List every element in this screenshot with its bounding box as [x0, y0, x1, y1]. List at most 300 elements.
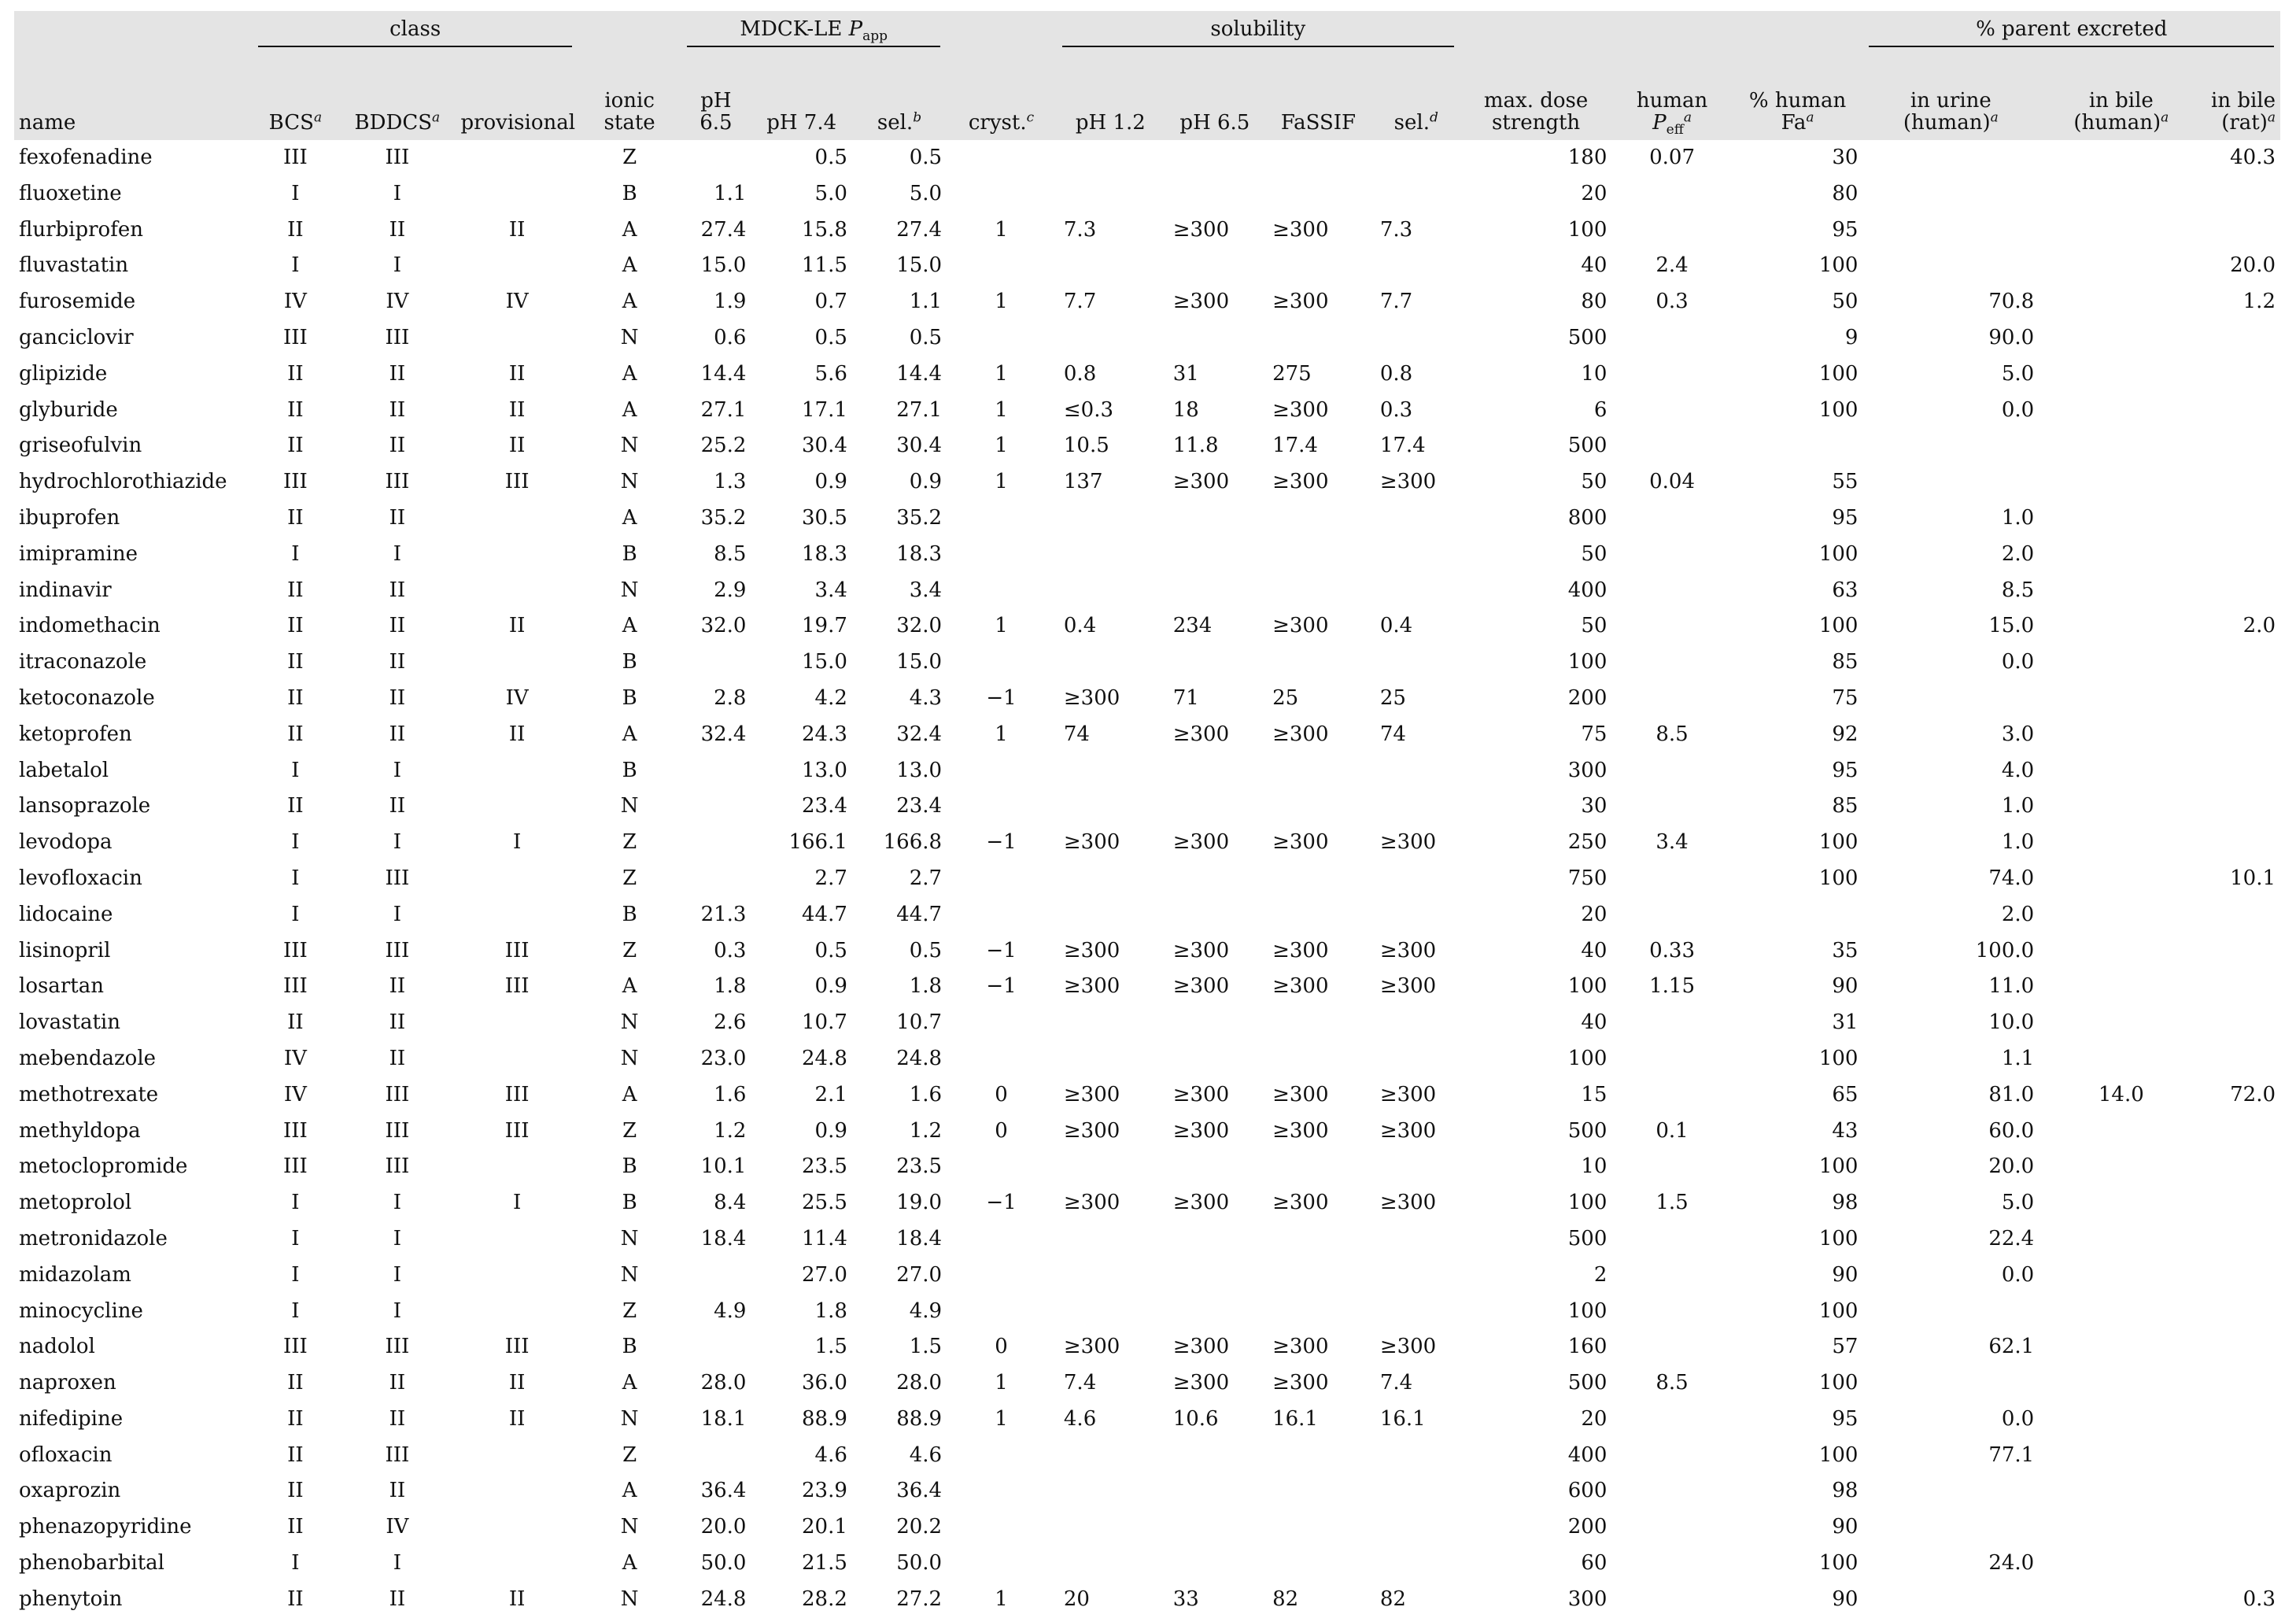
- cell-bcs: IV: [283, 290, 307, 314]
- cell-bcs: II: [287, 578, 304, 602]
- cell-bcs: I: [291, 902, 300, 926]
- cell-sol-sel: [1372, 573, 1460, 609]
- cell-max-dose: 750: [1567, 866, 1608, 890]
- cell-mdck-ph65: 35.2: [700, 505, 747, 530]
- cell-urine-human: 1.1: [2001, 1046, 2035, 1070]
- cell-mdck-sel: 19.0: [896, 1191, 943, 1215]
- cell-mdck-ph65: 1.3: [714, 470, 747, 494]
- cell-human-peff: [1611, 320, 1732, 356]
- cell-ionic-state: Z: [622, 146, 637, 169]
- cell-sol-ph12: ≥300: [1063, 1082, 1120, 1106]
- cell-sol-fassif: [1264, 1473, 1372, 1509]
- cell-bile-rat: [2203, 428, 2280, 464]
- cell-cryst: [947, 1005, 1056, 1041]
- cell-sol-sel: [1372, 320, 1460, 356]
- cell-ionic-state: N: [620, 470, 639, 494]
- cell-ionic-state: B: [622, 1191, 637, 1215]
- cell-sol-ph65: ≥300: [1172, 1335, 1230, 1359]
- cell-human-peff: 1.5: [1656, 1191, 1689, 1215]
- cell-cryst: [947, 176, 1056, 212]
- cell-bile-human: [2039, 1258, 2203, 1294]
- cell-mdck-sel: 166.8: [883, 830, 943, 855]
- col-cryst-label: cryst.: [968, 111, 1027, 135]
- cell-human-fa: 95: [1832, 758, 1859, 782]
- cell-human-fa: 98: [1832, 1191, 1859, 1215]
- cell-provisional: [456, 1546, 578, 1582]
- cell-human-peff: 0.33: [1649, 938, 1695, 962]
- cell-bile-rat: [2203, 1402, 2280, 1438]
- cell-bddcs: II: [389, 505, 406, 530]
- cell-provisional: [456, 1005, 578, 1041]
- table-row: [14, 861, 2280, 897]
- cell-sol-fassif: ≥300: [1272, 397, 1329, 422]
- col-bileh-line1: in bile: [2088, 89, 2154, 113]
- cell-ionic-state: A: [622, 1371, 637, 1395]
- cell-provisional: [456, 789, 578, 825]
- cell-sol-fassif: [1264, 1005, 1372, 1041]
- cell-bddcs: I: [393, 830, 401, 855]
- cell-ionic-state: A: [622, 217, 637, 242]
- mdck-group-header: [681, 11, 947, 47]
- cell-mdck-sel: 27.1: [896, 397, 943, 422]
- cell-human-fa: 100: [1818, 361, 1859, 386]
- cell-bddcs: IV: [386, 1515, 409, 1539]
- cell-sol-ph12: ≥300: [1063, 938, 1120, 962]
- cell-provisional: IV: [505, 685, 529, 710]
- cell-mdck-ph74: 20.1: [802, 1515, 847, 1539]
- cell-mdck-ph65: 2.6: [714, 1010, 747, 1035]
- cell-mdck-ph65: 8.5: [714, 541, 747, 566]
- cell-name: indomethacin: [19, 614, 161, 638]
- cell-mdck-ph65: 32.4: [700, 722, 747, 746]
- cell-sol-ph12: ≥300: [1063, 974, 1120, 999]
- cell-bcs: I: [291, 1298, 300, 1323]
- cell-bcs: II: [287, 1010, 304, 1035]
- cell-sol-fassif: ≥300: [1272, 974, 1329, 999]
- cell-bile-rat: [2203, 464, 2280, 501]
- cell-mdck-ph74: 0.5: [814, 325, 847, 349]
- cell-cryst: 1: [995, 217, 1008, 242]
- cell-urine-human: [1862, 140, 2039, 176]
- cell-sol-fassif: [1264, 176, 1372, 212]
- col-fassif-label: FaSSIF: [1280, 111, 1357, 135]
- cell-bile-human: [2039, 537, 2203, 573]
- class-group-label: class: [389, 17, 441, 41]
- cell-max-dose: 500: [1567, 1118, 1608, 1143]
- cell-sol-sel: [1372, 645, 1460, 681]
- cell-bile-human: [2039, 933, 2203, 970]
- cell-sol-fassif: [1264, 140, 1372, 176]
- cell-name: glipizide: [19, 361, 108, 386]
- cell-sol-ph12: [1056, 753, 1165, 789]
- cell-name: phenobarbital: [19, 1551, 164, 1576]
- cell-max-dose: 20: [1581, 1406, 1608, 1431]
- table-row: [14, 1005, 2280, 1041]
- cell-sol-sel: 82: [1379, 1587, 1406, 1611]
- cell-ionic-state: B: [622, 1335, 637, 1359]
- cell-mdck-ph65: 1.9: [714, 290, 747, 314]
- col-urine-line2: (human): [1903, 111, 1991, 135]
- cell-bile-human: [2039, 753, 2203, 789]
- cell-human-fa: 63: [1832, 578, 1859, 602]
- cell-bddcs: I: [393, 1551, 401, 1576]
- cell-provisional: [456, 248, 578, 284]
- cell-urine-human: 0.0: [2001, 1406, 2035, 1431]
- cell-sol-ph12: ≥300: [1063, 1191, 1120, 1215]
- excreted-group-header: [1862, 11, 2280, 47]
- cell-mdck-ph74: 11.4: [802, 1226, 847, 1250]
- cell-human-fa: 43: [1832, 1118, 1859, 1143]
- cell-ionic-state: A: [622, 1082, 637, 1106]
- col-bddcs: [338, 47, 456, 140]
- cell-bile-human: [2039, 1149, 2203, 1185]
- cell-mdck-ph65: [681, 861, 751, 897]
- cell-bddcs: I: [393, 1298, 401, 1323]
- cell-human-peff: [1611, 1509, 1732, 1546]
- cell-mdck-ph74: 2.1: [814, 1082, 847, 1106]
- col-bcs-label: BCS: [268, 111, 314, 135]
- cell-provisional: [456, 140, 578, 176]
- table-row: [14, 645, 2280, 681]
- cell-human-peff: [1611, 1077, 1732, 1114]
- cell-cryst: [947, 320, 1056, 356]
- footnote-mark: c: [1026, 109, 1035, 126]
- cell-cryst: 1: [995, 434, 1008, 458]
- cell-mdck-ph74: 4.2: [814, 685, 847, 710]
- col-human-fa: [1733, 47, 1863, 140]
- cell-bile-rat: [2203, 1041, 2280, 1077]
- cell-bcs: III: [282, 325, 308, 349]
- cell-mdck-ph74: 3.4: [814, 578, 847, 602]
- cell-mdck-ph74: 1.5: [814, 1335, 847, 1359]
- cell-name: ibuprofen: [19, 505, 120, 530]
- cell-bile-human: [2039, 1365, 2203, 1402]
- cell-max-dose: 10: [1581, 361, 1608, 386]
- cell-mdck-ph74: 11.5: [802, 253, 847, 278]
- cell-mdck-ph74: 0.5: [814, 146, 847, 169]
- cell-bddcs: III: [385, 146, 410, 169]
- cell-bddcs: III: [385, 1443, 410, 1467]
- cell-bcs: I: [291, 866, 300, 890]
- cell-bile-human: [2039, 501, 2203, 537]
- cell-bile-human: [2039, 356, 2203, 393]
- cell-sol-sel: ≥300: [1379, 1191, 1437, 1215]
- cell-name: labetalol: [19, 758, 109, 782]
- cell-max-dose: 15: [1581, 1082, 1608, 1106]
- cell-sol-ph65: [1165, 645, 1264, 681]
- cell-mdck-sel: 36.4: [896, 1479, 943, 1503]
- cell-sol-ph65: ≥300: [1172, 974, 1230, 999]
- cell-name: lovastatin: [19, 1010, 120, 1035]
- cell-mdck-ph74: 36.0: [802, 1371, 847, 1395]
- cell-human-peff: [1611, 176, 1732, 212]
- cell-human-peff: 2.4: [1656, 253, 1689, 278]
- cell-name: minocycline: [19, 1298, 143, 1323]
- cell-human-fa: [1733, 428, 1863, 464]
- cell-bcs: II: [287, 794, 304, 818]
- col-name: [14, 47, 252, 140]
- cell-mdck-sel: 23.5: [896, 1154, 943, 1179]
- cell-mdck-sel: 27.0: [896, 1262, 943, 1287]
- cell-bile-rat: 20.0: [2230, 253, 2276, 278]
- cell-cryst: 1: [995, 470, 1008, 494]
- table-row: [14, 1221, 2280, 1258]
- cell-human-fa: 75: [1832, 685, 1859, 710]
- cell-sol-sel: [1372, 1005, 1460, 1041]
- cell-cryst: [947, 1473, 1056, 1509]
- cell-provisional: III: [504, 938, 530, 962]
- cell-mdck-ph74: 0.9: [814, 470, 847, 494]
- cell-bcs: I: [291, 1551, 300, 1576]
- cell-max-dose: 6: [1593, 397, 1608, 422]
- cell-cryst: [947, 1438, 1056, 1474]
- cell-provisional: [456, 537, 578, 573]
- cell-mdck-ph74: 15.8: [802, 217, 847, 242]
- cell-bile-rat: [2203, 717, 2280, 753]
- cell-sol-sel: 0.8: [1379, 361, 1413, 386]
- cell-mdck-sel: 10.7: [896, 1010, 943, 1035]
- cell-sol-sel: [1372, 248, 1460, 284]
- cell-urine-human: 70.8: [1988, 290, 2035, 314]
- cell-cryst: 1: [995, 1587, 1008, 1611]
- cell-name: methotrexate: [19, 1082, 159, 1106]
- table-row: [14, 825, 2280, 861]
- cell-sol-sel: 0.4: [1379, 614, 1413, 638]
- cell-cryst: [947, 861, 1056, 897]
- cell-ionic-state: Z: [622, 1118, 637, 1143]
- col-peff-p-symbol: P: [1652, 111, 1667, 135]
- cell-sol-ph65: [1165, 573, 1264, 609]
- cell-bile-rat: [2203, 1438, 2280, 1474]
- cell-mdck-ph74: 13.0: [802, 758, 847, 782]
- cell-mdck-sel: 5.0: [909, 181, 943, 205]
- footnote-mark: b: [913, 109, 922, 126]
- cell-mdck-sel: 4.3: [909, 685, 943, 710]
- table-row: [14, 1258, 2280, 1294]
- cell-bile-human: [2039, 1114, 2203, 1150]
- cell-mdck-sel: 15.0: [896, 253, 943, 278]
- col-urine-line1: in urine: [1910, 89, 1991, 113]
- cell-sol-sel: [1372, 789, 1460, 825]
- cell-bddcs: I: [393, 181, 401, 205]
- cell-sol-ph65: [1165, 1149, 1264, 1185]
- cell-urine-human: 0.0: [2001, 650, 2035, 674]
- cell-max-dose: 100: [1567, 650, 1608, 674]
- cell-ionic-state: B: [622, 1154, 637, 1179]
- table-row: [14, 537, 2280, 573]
- cell-max-dose: 30: [1581, 794, 1608, 818]
- cell-sol-fassif: ≥300: [1272, 1335, 1329, 1359]
- cell-sol-ph65: ≥300: [1172, 290, 1230, 314]
- cell-mdck-sel: 30.4: [896, 434, 943, 458]
- cell-sol-ph65: [1165, 1438, 1264, 1474]
- cell-bile-human: [2039, 320, 2203, 356]
- cell-sol-ph12: ≥300: [1063, 830, 1120, 855]
- cell-mdck-ph74: 10.7: [802, 1010, 847, 1035]
- cell-sol-ph12: 0.8: [1063, 361, 1097, 386]
- cell-sol-fassif: 82: [1272, 1587, 1299, 1611]
- col-provisional: [456, 47, 578, 140]
- cell-provisional: II: [508, 1371, 526, 1395]
- cell-bile-rat: [2203, 393, 2280, 429]
- cell-sol-ph65: [1165, 1221, 1264, 1258]
- cell-ionic-state: B: [622, 541, 637, 566]
- cell-name: furosemide: [19, 290, 136, 314]
- cell-human-fa: 100: [1818, 541, 1859, 566]
- cell-mdck-ph74: 44.7: [802, 902, 847, 926]
- cell-sol-sel: 7.4: [1379, 1371, 1413, 1395]
- cell-bile-rat: [2203, 1509, 2280, 1546]
- cell-mdck-ph74: 24.8: [802, 1046, 847, 1070]
- cell-sol-sel: [1372, 1509, 1460, 1546]
- cell-sol-ph12: [1056, 248, 1165, 284]
- cell-sol-fassif: ≥300: [1272, 614, 1329, 638]
- cell-urine-human: [1862, 464, 2039, 501]
- cell-sol-sel: [1372, 501, 1460, 537]
- cell-name: ketoconazole: [19, 685, 155, 710]
- cell-mdck-ph74: 2.7: [814, 866, 847, 890]
- cell-mdck-sel: 28.0: [896, 1371, 943, 1395]
- footnote-mark: a: [313, 109, 323, 126]
- cell-cryst: 0: [995, 1118, 1008, 1143]
- cell-mdck-ph65: 32.0: [700, 614, 747, 638]
- cell-mdck-sel: 14.4: [896, 361, 943, 386]
- cell-mdck-ph74: 5.0: [814, 181, 847, 205]
- cell-sol-ph12: [1056, 1473, 1165, 1509]
- cell-name: levodopa: [19, 830, 113, 855]
- cell-max-dose: 100: [1567, 1046, 1608, 1070]
- cell-mdck-ph74: 166.1: [788, 830, 847, 855]
- cell-cryst: −1: [986, 1191, 1017, 1215]
- cell-max-dose: 10: [1581, 1154, 1608, 1179]
- cell-human-fa: 57: [1832, 1335, 1859, 1359]
- cell-max-dose: 100: [1567, 1298, 1608, 1323]
- cell-sol-ph65: ≥300: [1172, 470, 1230, 494]
- cell-sol-ph12: [1056, 176, 1165, 212]
- cell-mdck-ph74: 1.8: [814, 1298, 847, 1323]
- col-peff-line1: human: [1636, 89, 1708, 113]
- cell-sol-ph65: [1165, 140, 1264, 176]
- cell-name: flurbiprofen: [19, 217, 143, 242]
- cell-human-peff: [1611, 753, 1732, 789]
- column-header-row: [14, 47, 2280, 140]
- cell-max-dose: 500: [1567, 1226, 1608, 1250]
- cell-human-fa: 80: [1832, 181, 1859, 205]
- cell-sol-ph12: [1056, 573, 1165, 609]
- table-row: [14, 969, 2280, 1005]
- cell-sol-ph65: 234: [1172, 614, 1213, 638]
- cell-mdck-ph74: 28.2: [802, 1587, 847, 1611]
- cell-bile-rat: 1.2: [2242, 290, 2276, 314]
- cell-mdck-ph65: 50.0: [700, 1551, 747, 1576]
- cell-mdck-ph65: 2.8: [714, 685, 747, 710]
- cell-human-peff: [1611, 1294, 1732, 1330]
- cell-bcs: II: [287, 614, 304, 638]
- cell-ionic-state: N: [620, 1262, 639, 1287]
- cell-human-peff: [1611, 501, 1732, 537]
- table-row: [14, 501, 2280, 537]
- cell-mdck-sel: 18.4: [896, 1226, 943, 1250]
- cell-sol-ph65: [1165, 501, 1264, 537]
- cell-sol-sel: [1372, 1258, 1460, 1294]
- cell-sol-ph65: ≥300: [1172, 1082, 1230, 1106]
- cell-provisional: [456, 573, 578, 609]
- cell-sol-ph65: 31: [1172, 361, 1199, 386]
- cell-name: indinavir: [19, 578, 112, 602]
- blank-header: [578, 11, 681, 47]
- cell-mdck-ph74: 27.0: [802, 1262, 847, 1287]
- table-row: [14, 1329, 2280, 1365]
- cell-bcs: I: [291, 758, 300, 782]
- cell-human-fa: 90: [1832, 1515, 1859, 1539]
- cell-mdck-sel: 0.5: [909, 938, 943, 962]
- cell-bcs: II: [287, 434, 304, 458]
- cell-bddcs: II: [389, 434, 406, 458]
- cell-human-fa: 100: [1818, 830, 1859, 855]
- cell-sol-ph12: [1056, 537, 1165, 573]
- cell-provisional: II: [508, 614, 526, 638]
- footnote-mark: a: [2161, 109, 2169, 126]
- cell-ionic-state: Z: [622, 830, 637, 855]
- cell-cryst: [947, 789, 1056, 825]
- cell-sol-ph12: [1056, 320, 1165, 356]
- col-sel-d-label: sel.: [1393, 111, 1430, 135]
- cell-urine-human: 3.0: [2001, 722, 2035, 746]
- col-max-dose: [1460, 47, 1612, 140]
- cell-bile-human: [2039, 825, 2203, 861]
- cell-human-fa: 90: [1832, 1262, 1859, 1287]
- cell-mdck-sel: 2.7: [909, 866, 943, 890]
- cell-bile-human: [2039, 573, 2203, 609]
- cell-bcs: II: [287, 722, 304, 746]
- cell-bddcs: III: [385, 938, 410, 962]
- table-row: [14, 176, 2280, 212]
- cell-sol-ph12: 7.7: [1063, 290, 1097, 314]
- cell-max-dose: 50: [1581, 614, 1608, 638]
- cell-human-fa: 100: [1818, 1371, 1859, 1395]
- table-row: [14, 717, 2280, 753]
- cell-human-peff: [1611, 356, 1732, 393]
- cell-bddcs: II: [389, 361, 406, 386]
- cell-bddcs: I: [393, 1191, 401, 1215]
- table-row: [14, 1509, 2280, 1546]
- cell-sol-fassif: ≥300: [1272, 1118, 1329, 1143]
- cell-max-dose: 20: [1581, 181, 1608, 205]
- cell-urine-human: 20.0: [1988, 1154, 2035, 1179]
- cell-cryst: −1: [986, 938, 1017, 962]
- cell-human-fa: 100: [1818, 1443, 1859, 1467]
- cell-mdck-ph65: 24.8: [700, 1587, 747, 1611]
- cell-human-peff: [1611, 608, 1732, 645]
- cell-sol-ph65: [1165, 1258, 1264, 1294]
- cell-sol-ph65: 11.8: [1172, 434, 1219, 458]
- cell-bddcs: II: [389, 1010, 406, 1035]
- cell-urine-human: 8.5: [2001, 578, 2035, 602]
- cell-provisional: [456, 1149, 578, 1185]
- cell-bile-human: [2039, 861, 2203, 897]
- cell-sol-sel: [1372, 1221, 1460, 1258]
- cell-sol-sel: [1372, 1546, 1460, 1582]
- cell-mdck-ph74: 23.4: [802, 794, 847, 818]
- cell-sol-ph65: 18: [1172, 397, 1199, 422]
- col-sel-d: [1372, 47, 1460, 140]
- solubility-group-label: solubility: [1210, 17, 1306, 41]
- col-sol-ph65: [1165, 47, 1264, 140]
- table-row: [14, 753, 2280, 789]
- cell-name: lisinopril: [19, 938, 111, 962]
- cell-bcs: I: [291, 1262, 300, 1287]
- cell-bcs: II: [287, 505, 304, 530]
